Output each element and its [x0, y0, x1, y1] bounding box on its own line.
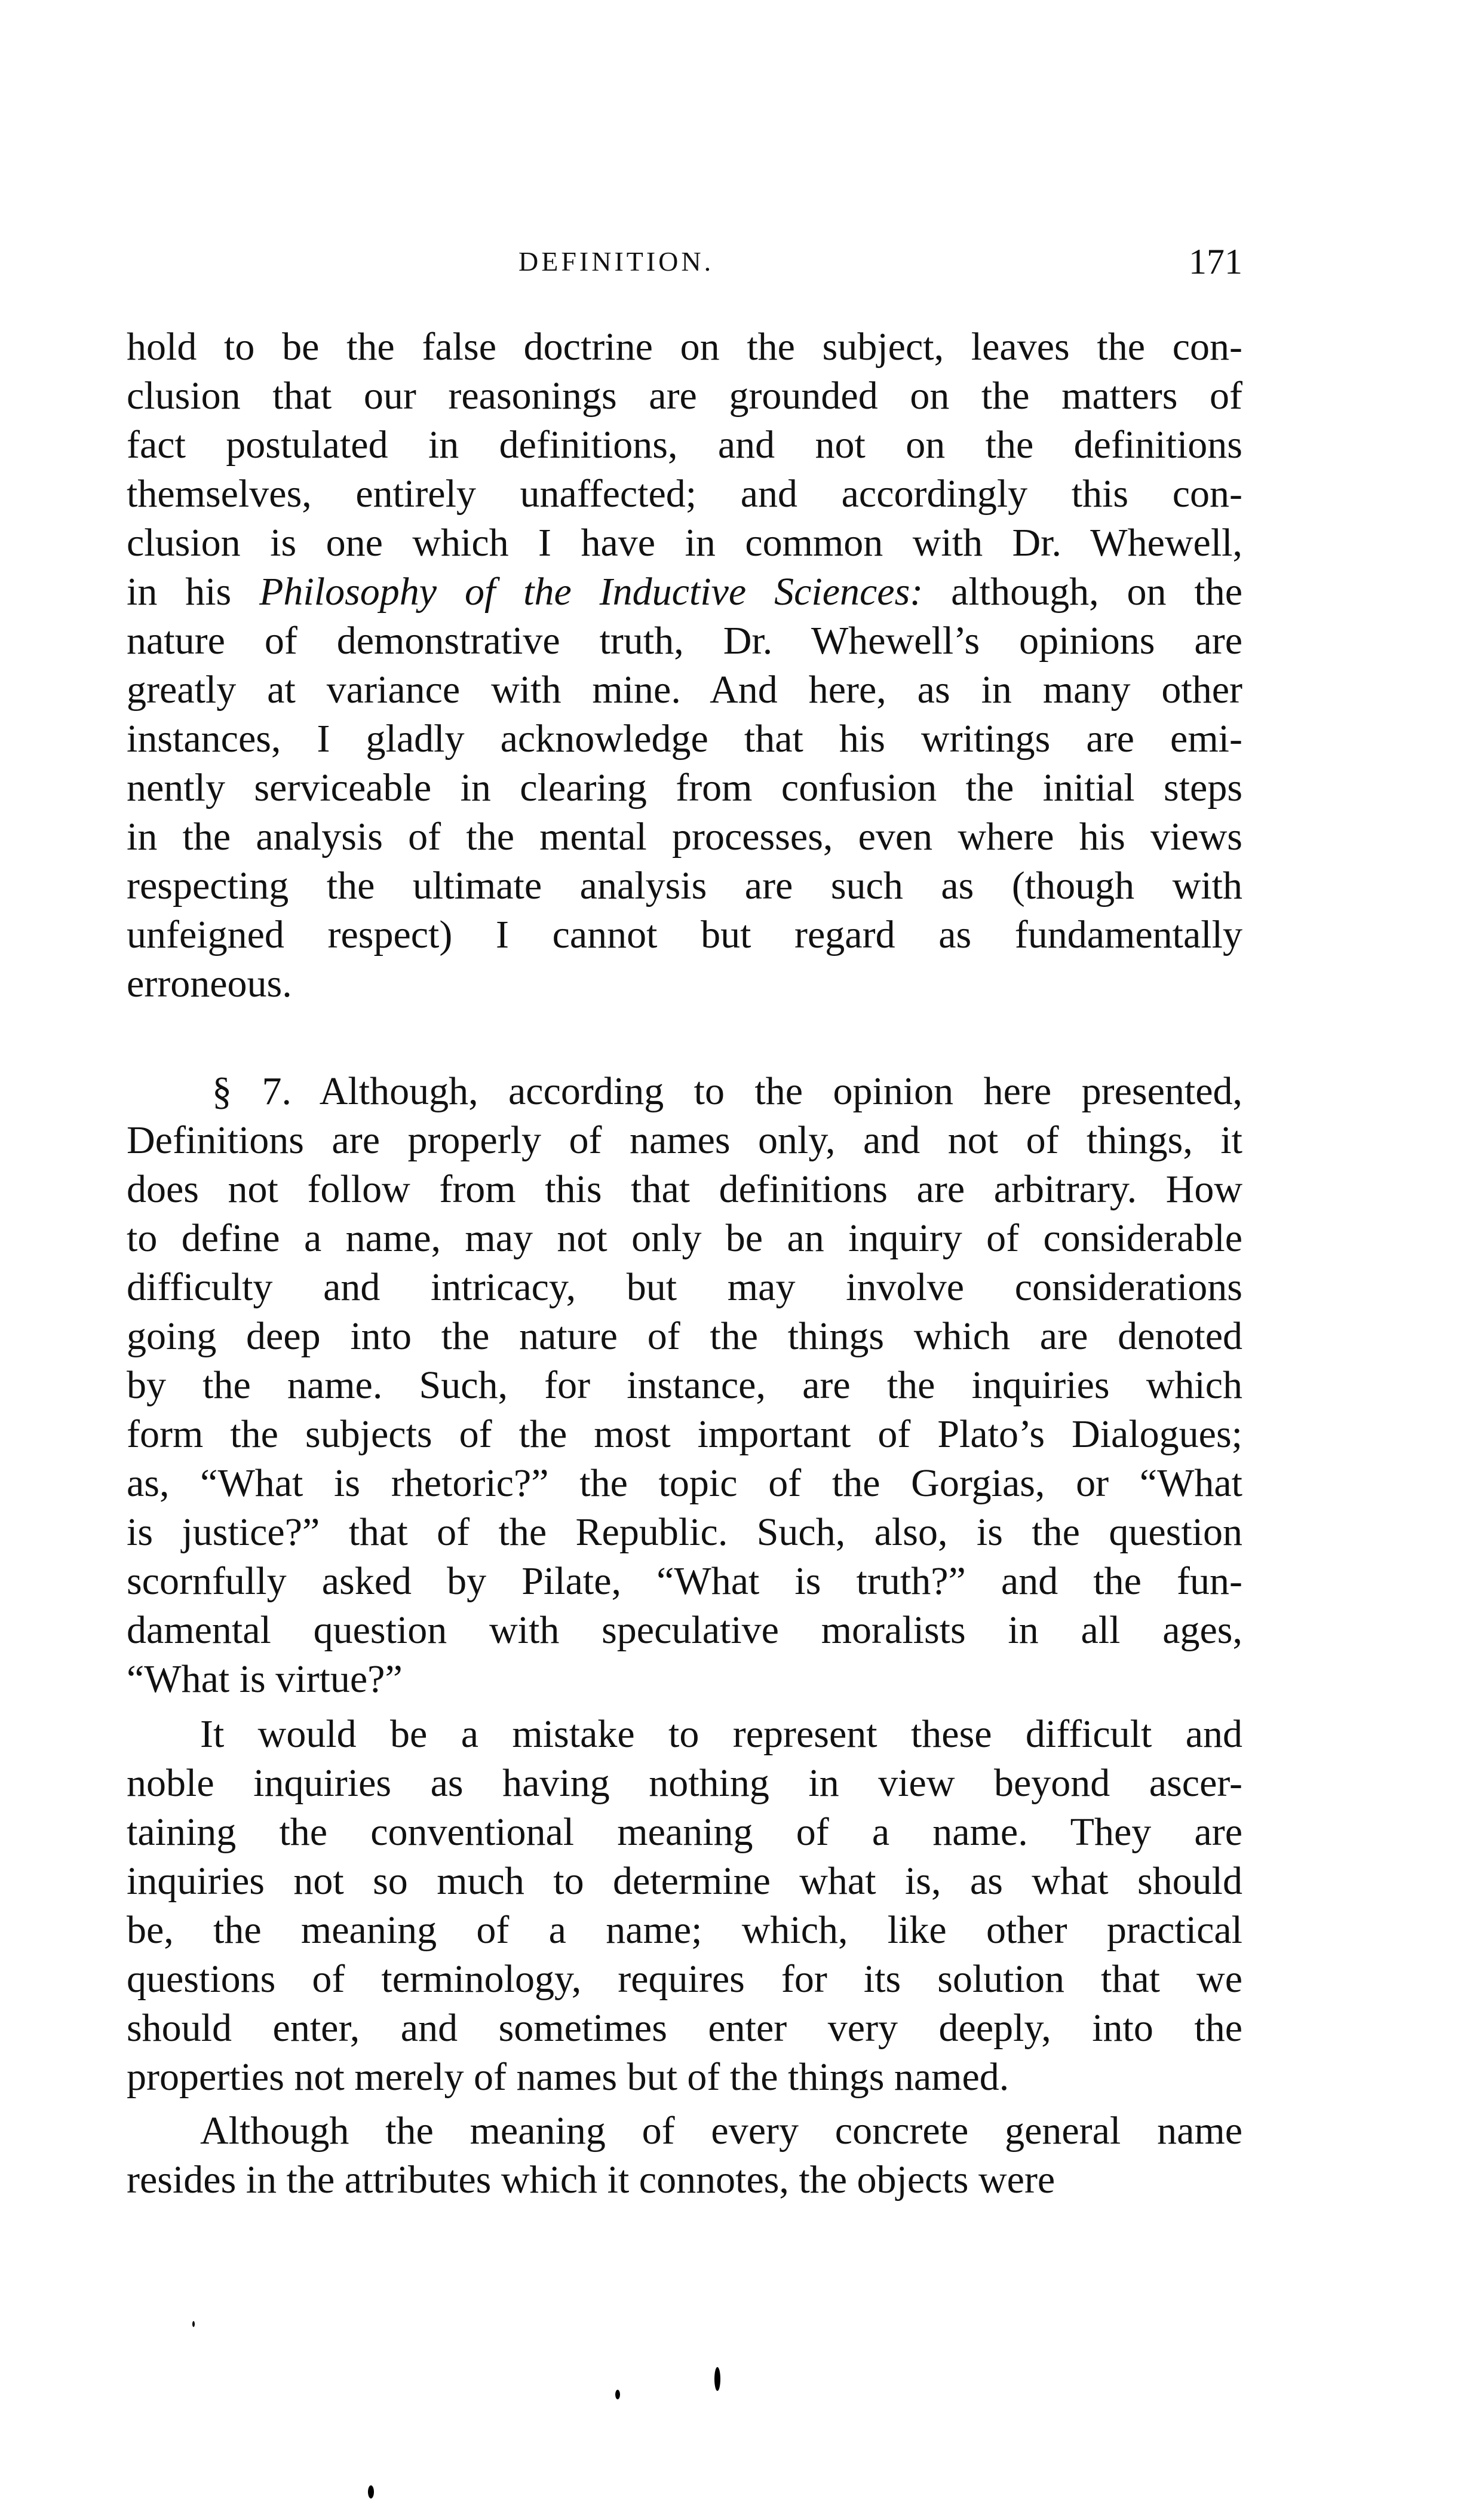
- text-line: damental question with speculative moralists in all ages,: [127, 1608, 1242, 1652]
- text-line: Although the meaning of every concrete general name: [200, 2109, 1242, 2153]
- text-line: respecting the ultimate analysis are such as (though with: [127, 864, 1242, 908]
- text-line: nature of demonstrative truth, Dr. Whewell’s opinions are: [127, 619, 1242, 663]
- text-line: as, “What is rhetoric?” the topic of the Gorgias, or “What: [127, 1461, 1242, 1505]
- running-head: [127, 238, 1242, 286]
- scan-speck: [714, 2367, 720, 2391]
- text-line: [127, 568, 1242, 617]
- text-line: nently serviceable in clearing from confusion the initial steps: [127, 766, 1242, 810]
- text-line: form the subjects of the most important of Plato’s Dialogues;: [127, 1412, 1242, 1456]
- page-number: 171: [1189, 242, 1242, 281]
- text-line: in the analysis of the mental processes, even where his views: [127, 815, 1242, 859]
- text-line: “What is virtue?”: [127, 1657, 403, 1701]
- text-line: fact postulated in definitions, and not on the definitions: [127, 423, 1242, 467]
- text-line: hold to be the false doctrine on the subject, leaves the con-: [127, 325, 1242, 369]
- text-line: taining the conventional meaning of a name. They are: [127, 1810, 1242, 1854]
- text-line: questions of terminology, requires for its solution that we: [127, 1957, 1242, 2001]
- text-line: by the name. Such, for instance, are the inquiries which: [127, 1363, 1242, 1407]
- scan-speck: [192, 2321, 195, 2327]
- text-span: in his: [127, 570, 260, 614]
- text-line: resides in the attributes which it connotes, the objects were: [127, 2158, 1055, 2202]
- book-title-italic: Philosophy of the Inductive Sciences:: [259, 570, 923, 614]
- scan-speck: [615, 2390, 620, 2399]
- text-line: Definitions are properly of names only, and not of things, it: [127, 1118, 1242, 1162]
- text-line: does not follow from this that definitions are arbitrary. How: [127, 1167, 1242, 1211]
- text-line: clusion that our reasonings are grounded on the matters of: [127, 374, 1242, 418]
- text-line: be, the meaning of a name; which, like other practical: [127, 1908, 1242, 1952]
- text-span: although, on the: [923, 570, 1242, 614]
- text-line: It would be a mistake to represent these difficult and: [200, 1712, 1242, 1756]
- text-line: going deep into the nature of the things which are denoted: [127, 1314, 1242, 1358]
- text-line: properties not merely of names but of the things named.: [127, 2055, 1009, 2099]
- section-heading-line: § 7. Although, according to the opinion here presented,: [212, 1069, 1242, 1113]
- scan-speck: [368, 2485, 374, 2498]
- text-line: greatly at variance with mine. And here, as in many other: [127, 668, 1242, 712]
- text-line: scornfully asked by Pilate, “What is truth?” and the fun-: [127, 1559, 1242, 1603]
- text-line: clusion is one which I have in common with Dr. Whewell,: [127, 521, 1242, 565]
- text-line: should enter, and sometimes enter very deeply, into the: [127, 2006, 1242, 2050]
- text-line: themselves, entirely unaffected; and accordingly this con-: [127, 472, 1242, 516]
- text-line: difficulty and intricacy, but may involve considerations: [127, 1265, 1242, 1309]
- text-line: erroneous.: [127, 962, 292, 1005]
- text-line: instances, I gladly acknowledge that his writings are emi-: [127, 717, 1242, 761]
- text-line: to define a name, may not only be an inquiry of considerable: [127, 1216, 1242, 1260]
- text-line: is justice?” that of the Republic. Such, also, is the question: [127, 1510, 1242, 1554]
- text-line: unfeigned respect) I cannot but regard as fundamentally: [127, 913, 1242, 957]
- text-line: inquiries not so much to determine what is, as what should: [127, 1859, 1242, 1903]
- text-line: noble inquiries as having nothing in view beyond ascer-: [127, 1761, 1242, 1805]
- running-head-title: DEFINITION.: [518, 246, 714, 277]
